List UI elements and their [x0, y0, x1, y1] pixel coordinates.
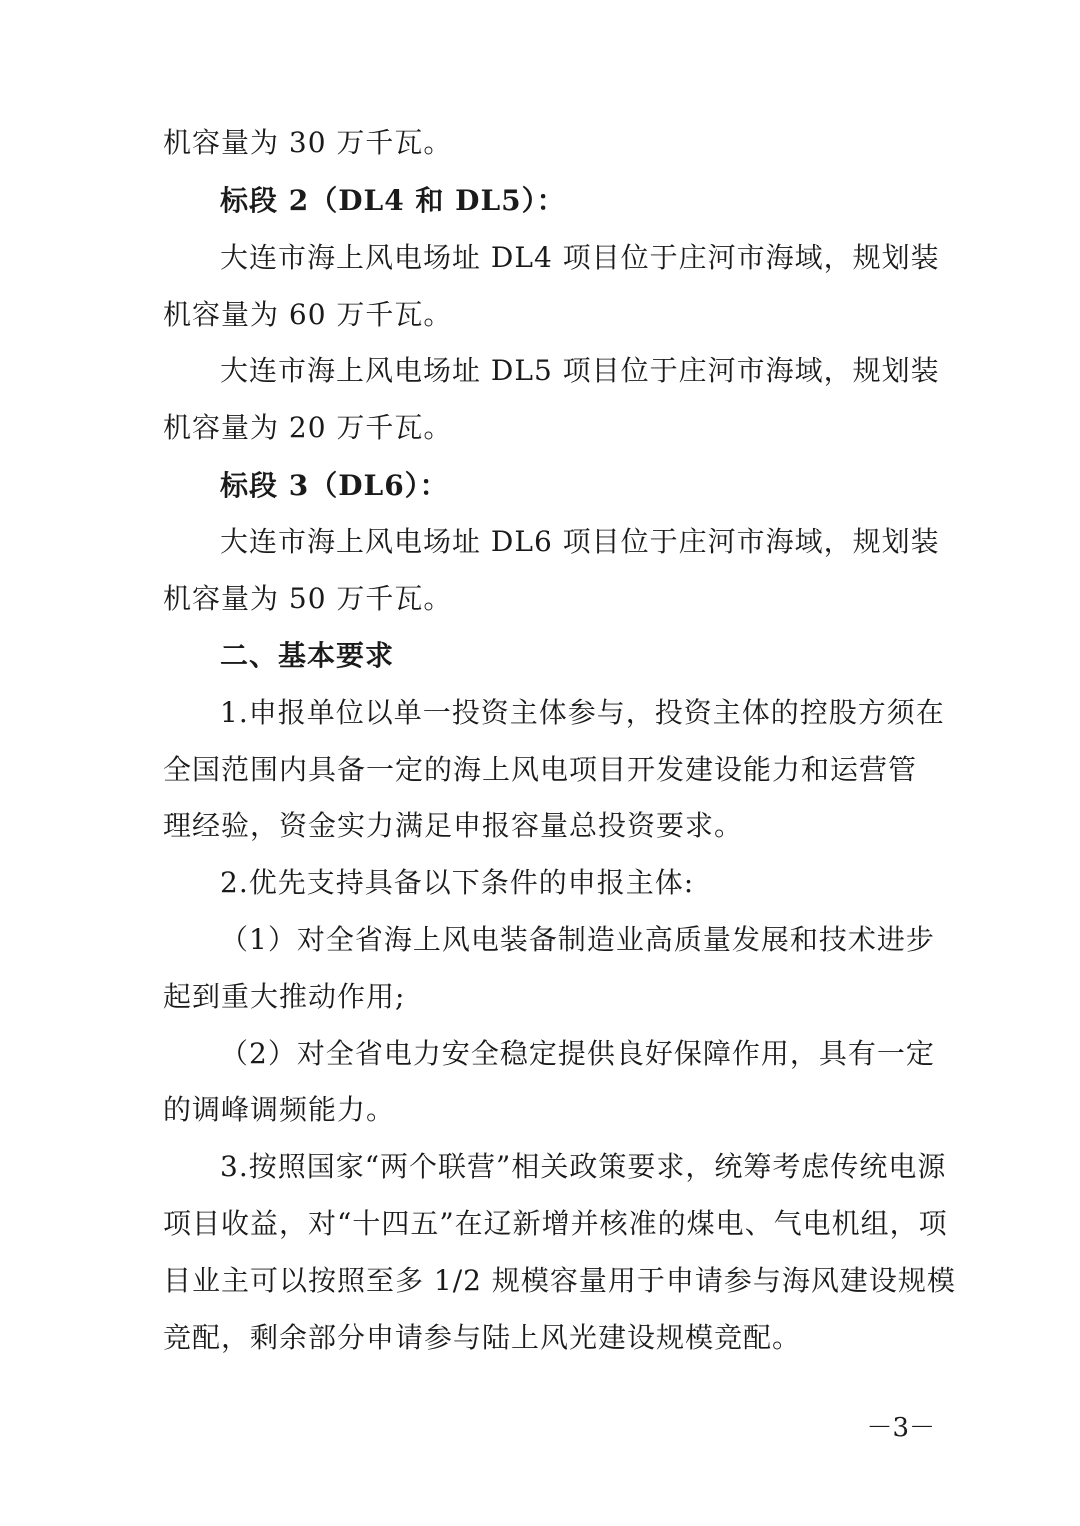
- paragraph-line: 机容量为 30 万千瓦。: [163, 126, 453, 159]
- paragraph-line: 3.按照国家“两个联营”相关政策要求，统筹考虑传统电源: [220, 1150, 947, 1183]
- section-heading-lot-2: 标段 2（DL4 和 DL5）：: [220, 184, 566, 217]
- paragraph-line: （1）对全省海上风电装备制造业高质量发展和技术进步: [220, 923, 935, 956]
- paragraph-line: 大连市海上风电场址 DL4 项目位于庄河市海域，规划装: [220, 241, 940, 274]
- paragraph-line: 的调峰调频能力。: [163, 1093, 396, 1126]
- paragraph-line: 理经验，资金实力满足申报容量总投资要求。: [163, 809, 744, 842]
- paragraph-line: 目业主可以按照至多 1/2 规模容量用于申请参与海风建设规模: [163, 1264, 956, 1297]
- paragraph-line: 全国范围内具备一定的海上风电项目开发建设能力和运营管: [163, 753, 918, 786]
- paragraph-line: 项目收益，对“十四五”在辽新增并核准的煤电、气电机组，项: [163, 1207, 948, 1240]
- paragraph-line: 机容量为 20 万千瓦。: [163, 411, 453, 444]
- page-number: －3－: [866, 1413, 935, 1443]
- paragraph-line: 竞配，剩余部分申请参与陆上风光建设规模竞配。: [163, 1321, 802, 1354]
- section-heading-lot-3: 标段 3（DL6）：: [220, 469, 449, 502]
- paragraph-line: 机容量为 50 万千瓦。: [163, 582, 453, 615]
- paragraph-line: （2）对全省电力安全稳定提供良好保障作用，具有一定: [220, 1037, 935, 1070]
- paragraph-line: 机容量为 60 万千瓦。: [163, 298, 453, 331]
- paragraph-line: 大连市海上风电场址 DL5 项目位于庄河市海域，规划装: [220, 354, 940, 387]
- paragraph-line: 2.优先支持具备以下条件的申报主体:: [220, 866, 695, 899]
- paragraph-line: 1.申报单位以单一投资主体参与，投资主体的控股方须在: [220, 696, 945, 729]
- paragraph-line: 大连市海上风电场址 DL6 项目位于庄河市海域，规划装: [220, 525, 940, 558]
- paragraph-line: 起到重大推动作用;: [163, 980, 406, 1013]
- section-heading-basic-requirements: 二、基本要求: [220, 639, 395, 672]
